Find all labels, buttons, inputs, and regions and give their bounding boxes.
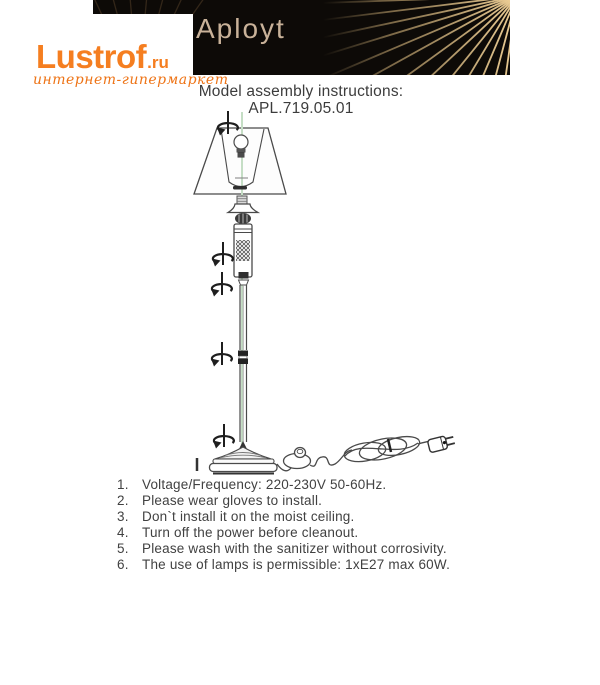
- item-text: The use of lamps is permissible: 1xE27 max 60W.: [142, 557, 451, 573]
- manufacturer-brand-name: Aployt: [196, 13, 286, 44]
- floor-lamp-assembly-diagram: [150, 108, 470, 478]
- foot-switch: [284, 448, 311, 469]
- item-text: Please wash with the sanitizer without corrosivity.: [142, 541, 447, 557]
- item-number: 2.: [117, 493, 129, 509]
- model-number: APL.719.05.01: [248, 100, 354, 117]
- cord-tie: [388, 439, 391, 452]
- item-number: 4.: [117, 525, 129, 541]
- list-item: [117, 509, 517, 525]
- logo-tld-text: .ru: [147, 53, 169, 72]
- item-number: 3.: [117, 509, 129, 525]
- store-logo: [0, 14, 229, 90]
- rotate-icon-joint: [211, 342, 232, 367]
- upper-pole: [239, 280, 249, 350]
- list-item: [117, 477, 517, 493]
- item-text: Please wear gloves to install.: [142, 493, 323, 509]
- list-item: [117, 541, 517, 557]
- logo-brand-text: Lustrof: [36, 38, 147, 75]
- item-text: Don`t install it on the moist ceiling.: [142, 509, 355, 525]
- logo-tagline: интернет-гипермаркет: [33, 72, 229, 88]
- list-item: [117, 493, 517, 509]
- page-title: Model assembly instructions:: [198, 83, 404, 100]
- list-item: [117, 525, 517, 541]
- item-text: Voltage/Frequency: 220-230V 50-60Hz.: [142, 477, 387, 492]
- item-number: 1.: [117, 477, 129, 492]
- list-item: [117, 557, 517, 573]
- item-text: Turn off the power before cleanout.: [142, 525, 359, 541]
- shade-fitting-dash: [233, 186, 247, 190]
- lower-pole: [240, 364, 247, 442]
- rotate-icon-base: [213, 424, 234, 449]
- rotate-icon-column: [212, 242, 233, 267]
- lamp-socket: [228, 196, 258, 224]
- decorative-column: [234, 224, 252, 279]
- rotate-icon-upper-pole: [211, 272, 232, 297]
- power-plug: [427, 434, 455, 453]
- instruction-list: [117, 477, 517, 574]
- lamp-base: [197, 441, 277, 474]
- item-number: 5.: [117, 541, 129, 557]
- pole-joint: [238, 351, 248, 365]
- item-number: 6.: [117, 557, 129, 573]
